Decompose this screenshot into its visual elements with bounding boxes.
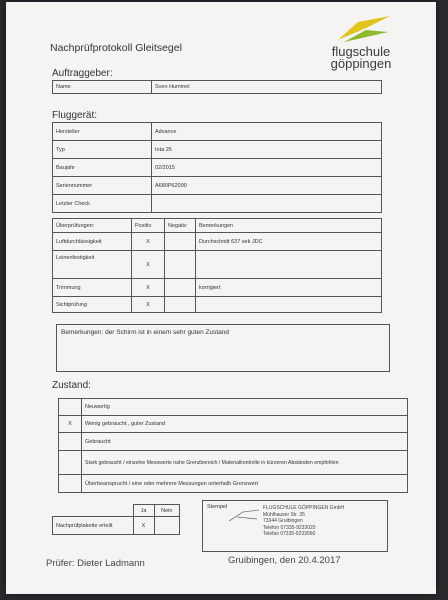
plakette-yes: X xyxy=(133,517,154,535)
condition-text: Stark gebraucht / einzelne Messwerte nahe Grenzbereich / Materialkontrolle in kürzeren Abständen empfohlen xyxy=(82,451,408,475)
condition-text: Überbeansprucht / eine oder mehrere Messungen unterhalb Grenzwert xyxy=(82,475,408,493)
condition-row xyxy=(59,433,408,451)
client-name-value: Sven Hummel xyxy=(152,81,382,94)
stamp-address xyxy=(263,505,344,538)
plakette-label: Nachprüfplakette erteilt xyxy=(53,517,134,535)
checks-header: Positiv xyxy=(132,219,165,233)
glider-label: Letzter Check xyxy=(53,195,152,213)
condition-row xyxy=(59,416,408,433)
glider-table xyxy=(52,122,382,213)
document-page xyxy=(6,2,436,594)
stamp-box xyxy=(202,500,388,552)
glider-heading: Fluggerät: xyxy=(52,110,98,121)
glider-row xyxy=(53,177,382,195)
flugschule-logo-icon xyxy=(336,14,392,44)
remarks-text: Bemerkungen: der Schirm ist in einem sehr guten Zustand xyxy=(61,329,230,336)
plakette-empty-cell xyxy=(53,505,134,517)
stamp-line: Telefon 07335-9233020 xyxy=(263,524,316,531)
condition-row xyxy=(59,475,408,493)
logo-line-1: flugschule xyxy=(331,44,391,59)
stamp-line: Telefax 07335-9233060 xyxy=(263,531,316,537)
checks-header: Überprüfungen: xyxy=(53,219,132,233)
checks-row xyxy=(53,297,382,313)
checks-table xyxy=(52,218,382,313)
condition-mark xyxy=(59,399,82,416)
glider-row xyxy=(53,123,382,141)
stamp-line: 73344 Gruibingen xyxy=(263,518,303,524)
stamp-line: FLUGSCHULE GÖPPINGEN GmbH xyxy=(263,505,345,511)
check-positive: X xyxy=(132,233,165,251)
check-label: Trimmung xyxy=(53,279,132,297)
check-positive: X xyxy=(132,279,165,297)
glider-value: A680P62090 xyxy=(152,177,382,195)
check-negative xyxy=(165,251,196,279)
checks-header: Bemerkungen xyxy=(196,219,382,233)
glider-label: Typ xyxy=(53,141,152,159)
plakette-table xyxy=(52,504,180,535)
checks-row xyxy=(53,251,382,279)
condition-mark xyxy=(59,475,82,493)
client-table xyxy=(52,80,382,94)
checks-header: Negativ xyxy=(165,219,196,233)
check-negative xyxy=(165,279,196,297)
check-positive: X xyxy=(132,297,165,313)
glider-row xyxy=(53,141,382,159)
glider-value: 02/2015 xyxy=(152,159,382,177)
condition-text: Neuwertig xyxy=(82,399,408,416)
glider-label: Hersteller xyxy=(53,123,152,141)
checks-row xyxy=(53,233,382,251)
glider-row xyxy=(53,159,382,177)
glider-value: Advance xyxy=(152,123,382,141)
check-note xyxy=(196,297,382,313)
check-note xyxy=(196,251,382,279)
condition-text: Gebraucht xyxy=(82,433,408,451)
client-heading: Auftraggeber: xyxy=(52,68,113,79)
remarks-box xyxy=(56,324,390,372)
stamp-label: Stempel xyxy=(207,504,228,510)
check-note: Durchschnitt 637 sek JDC xyxy=(196,233,382,251)
glider-row xyxy=(53,195,382,213)
check-note: korrigiert xyxy=(196,279,382,297)
condition-mark: X xyxy=(59,416,82,433)
check-label: Sichtprüfung xyxy=(53,297,132,313)
check-label: Leinenfestigkeit xyxy=(53,251,132,279)
check-negative xyxy=(165,297,196,313)
glider-label: Baujahr xyxy=(53,159,152,177)
stamp-line: Mühlhauser Str. 35 xyxy=(263,511,305,518)
checks-row xyxy=(53,279,382,297)
condition-row xyxy=(59,399,408,416)
condition-heading: Zustand: xyxy=(52,380,91,391)
document-title: Nachprüfprotokoll Gleitsegel xyxy=(50,42,182,54)
condition-mark xyxy=(59,433,82,451)
glider-value: Iota 26 xyxy=(152,141,382,159)
plakette-header-yes: Ja xyxy=(133,505,154,517)
glider-value xyxy=(152,195,382,213)
check-negative xyxy=(165,233,196,251)
check-label: Luftdurchlässigkeit xyxy=(53,233,132,251)
condition-row xyxy=(59,451,408,475)
condition-mark xyxy=(59,451,82,475)
check-positive: X xyxy=(132,251,165,279)
plakette-header-no: Nein xyxy=(154,505,180,517)
condition-table xyxy=(58,398,408,493)
checks-header-row xyxy=(53,219,382,233)
plakette-no xyxy=(154,517,180,535)
place-date: Gruibingen, den 20.4.2017 xyxy=(228,555,341,566)
logo-line-2: göppingen xyxy=(330,56,392,71)
examiner-signature: Prüfer: Dieter Ladmann xyxy=(46,558,145,569)
glider-label: Seriennummer xyxy=(53,177,152,195)
client-name-label: Name xyxy=(53,81,152,94)
condition-text: Wenig gebraucht , guter Zustand xyxy=(82,416,408,433)
logo-wordmark xyxy=(311,46,411,70)
stamp-logo-icon xyxy=(227,509,261,523)
